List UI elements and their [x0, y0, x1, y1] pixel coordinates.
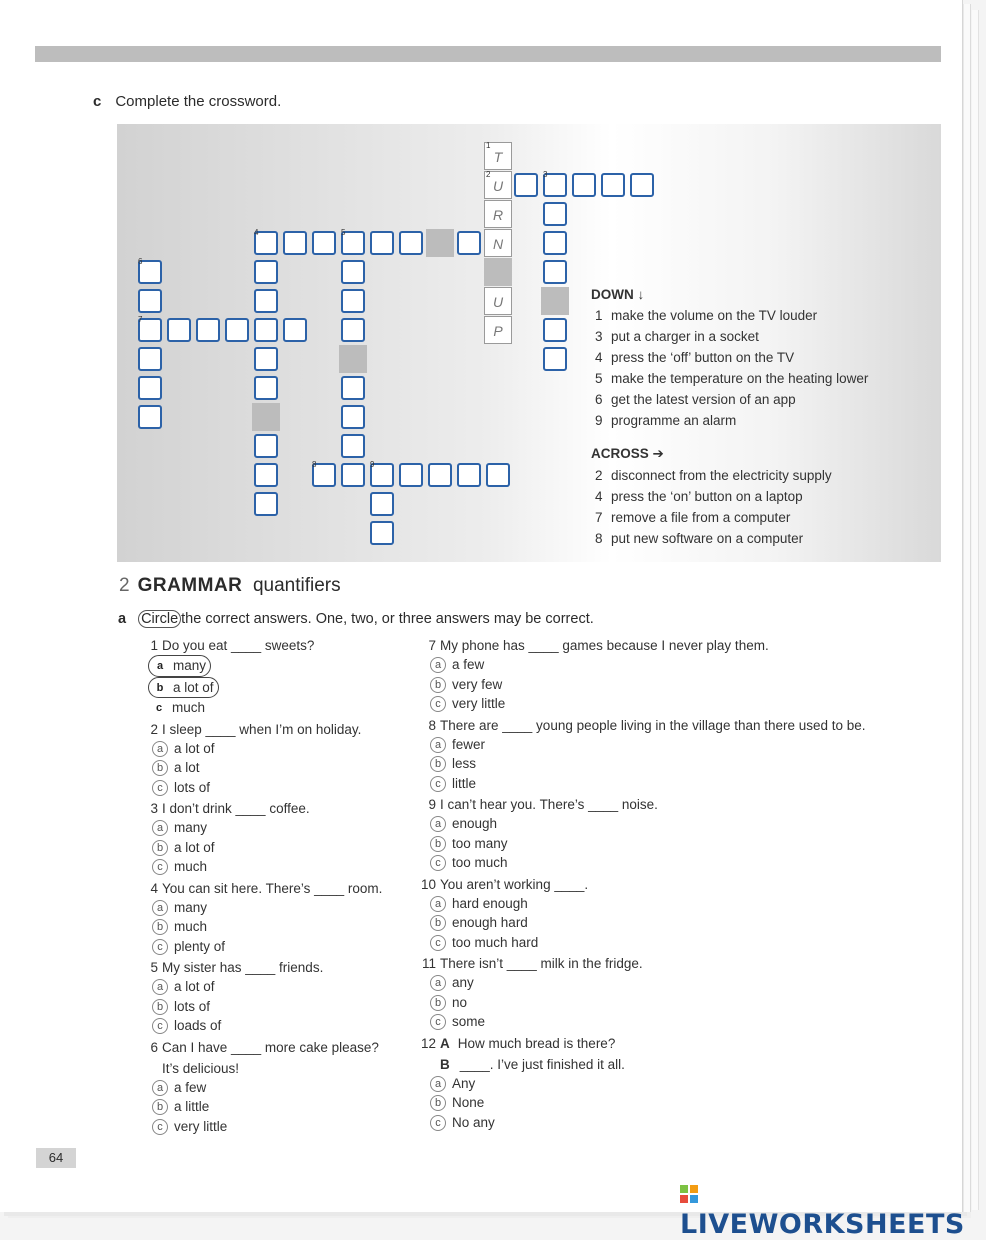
question-text: 9 I can’t hear you. There’s ____ noise.	[428, 797, 658, 812]
section-instruction: Complete the crossword.	[115, 93, 282, 110]
answer-option[interactable]: a any	[420, 973, 940, 993]
crossword-cell[interactable]	[167, 318, 191, 342]
clue-item: 5 make the temperature on the heating lower	[595, 371, 869, 386]
crossword-cell[interactable]	[138, 289, 162, 313]
grammar-heading	[119, 575, 341, 597]
crossword-given-letter: P	[484, 316, 512, 344]
arrow-right-icon: ➔	[652, 446, 664, 461]
option-letter-icon: b	[430, 995, 446, 1011]
answer-option[interactable]	[142, 655, 422, 677]
crossword-number: 9	[370, 460, 375, 469]
crossword-cell[interactable]	[543, 347, 567, 371]
option-letter-icon: c	[152, 1018, 168, 1034]
answer-option[interactable]: a a lot of	[142, 977, 422, 997]
crossword-cell[interactable]	[283, 318, 307, 342]
option-letter-icon: a	[152, 1080, 168, 1096]
crossword-given-letter: N	[484, 229, 512, 257]
crossword-number: 7	[138, 315, 143, 324]
page-number: 64	[36, 1148, 76, 1168]
circled-answer: a many	[148, 655, 211, 677]
answer-option[interactable]: b no	[420, 993, 940, 1013]
crossword-cell[interactable]	[428, 463, 452, 487]
option-letter-icon: c	[155, 702, 163, 714]
question-text: 10 You aren’t working ____.	[420, 876, 589, 892]
crossword-cell[interactable]	[138, 347, 162, 371]
clue-item: 1 make the volume on the TV louder	[595, 308, 818, 323]
crossword-cell[interactable]	[543, 202, 567, 226]
question-block	[420, 795, 940, 873]
question-block	[142, 720, 422, 798]
crossword-cell[interactable]	[399, 231, 423, 255]
circled-answer: b a lot of	[148, 677, 219, 699]
crossword-blocked-cell	[541, 287, 569, 315]
option-letter-icon: b	[156, 681, 164, 694]
crossword-blocked-cell	[484, 258, 512, 286]
option-letter-icon: c	[152, 859, 168, 875]
answer-option[interactable]: a fewer	[420, 735, 940, 755]
option-letter-icon: b	[430, 915, 446, 931]
question-block	[142, 1038, 422, 1137]
question-text: 4 You can sit here. There’s ____ room.	[150, 880, 383, 896]
answer-option[interactable]: c very little	[142, 1117, 422, 1137]
across-heading: ACROSS ➔	[591, 446, 664, 461]
answer-option[interactable]: c lots of	[142, 778, 422, 798]
answer-option[interactable]: b too many	[420, 834, 940, 854]
crossword-number: 5	[341, 228, 346, 237]
questions-left-column	[142, 636, 422, 1138]
crossword-cell[interactable]	[254, 347, 278, 371]
crossword-cell[interactable]	[225, 318, 249, 342]
question-block	[420, 954, 940, 1032]
crossword-given-letter: U	[484, 171, 512, 199]
option-letter-icon: a	[152, 900, 168, 916]
option-letter-icon: c	[430, 1115, 446, 1131]
crossword-number: 8	[312, 460, 317, 469]
question-text: 12 A How much bread is there?	[420, 1035, 616, 1051]
answer-option[interactable]: b a lot	[142, 758, 422, 778]
option-letter-icon: a	[430, 896, 446, 912]
option-letter-icon: a	[430, 657, 446, 673]
question-block	[420, 636, 940, 714]
crossword-cell[interactable]	[254, 318, 278, 342]
crossword-number: 3	[543, 170, 548, 179]
option-letter-icon: a	[152, 820, 168, 836]
option-letter-icon: c	[152, 780, 168, 796]
answer-option[interactable]: b much	[142, 917, 422, 937]
section-c-heading	[93, 93, 281, 110]
option-letter-icon: b	[430, 756, 446, 772]
option-letter-icon: c	[430, 1014, 446, 1030]
crossword-given-letter: U	[484, 287, 512, 315]
circle-word: Circle	[138, 610, 181, 628]
clue-item: 4 press the ‘off’ button on the TV	[595, 350, 795, 365]
question-block	[142, 799, 422, 877]
answer-option[interactable]: c loads of	[142, 1016, 422, 1036]
clue-item: 2 disconnect from the electricity supply	[595, 468, 832, 483]
answer-option[interactable]: a many	[142, 898, 422, 918]
answer-option[interactable]: a hard enough	[420, 894, 940, 914]
question-text: 7 My phone has ____ games because I never play them.	[428, 638, 769, 653]
answer-option[interactable]: b lots of	[142, 997, 422, 1017]
clue-item: 3 put a charger in a socket	[595, 329, 759, 344]
option-letter-icon: b	[152, 919, 168, 935]
crossword-clues	[591, 287, 868, 552]
option-letter-icon: b	[430, 836, 446, 852]
brand-logo	[680, 1178, 986, 1240]
crossword-blocked-cell	[252, 403, 280, 431]
option-letter-icon: a	[430, 975, 446, 991]
answer-option[interactable]: c No any	[420, 1113, 940, 1133]
option-letter-icon: c	[152, 939, 168, 955]
answer-option[interactable]: b less	[420, 754, 940, 774]
crossword-cell[interactable]	[341, 463, 365, 487]
page-edge	[972, 10, 979, 1210]
crossword-cell[interactable]	[196, 318, 220, 342]
crossword-blocked-cell	[339, 345, 367, 373]
liveworksheets-logo-icon	[680, 1183, 700, 1205]
question-text: 11 There isn’t ____ milk in the fridge.	[421, 956, 643, 971]
crossword-cell[interactable]	[543, 260, 567, 284]
answer-option[interactable]	[142, 677, 422, 699]
question-block	[142, 879, 422, 957]
option-letter-icon: c	[430, 696, 446, 712]
crossword-cell[interactable]	[630, 173, 654, 197]
grammar-title: GRAMMAR	[137, 575, 243, 596]
question-text: 5 My sister has ____ friends.	[150, 960, 324, 975]
crossword-number: 1	[486, 141, 491, 150]
option-letter-icon: a	[156, 660, 164, 672]
crossword-cell[interactable]	[572, 173, 596, 197]
option-letter-icon: b	[152, 840, 168, 856]
arrow-down-icon: ↓	[637, 287, 645, 302]
crossword-cell[interactable]	[312, 231, 336, 255]
question-text-line2: It’s delicious!	[162, 1060, 240, 1076]
questions-right-column	[420, 636, 940, 1134]
crossword-cell[interactable]	[370, 231, 394, 255]
crossword-cell[interactable]	[543, 231, 567, 255]
question-block	[142, 958, 422, 1036]
answer-option[interactable]: c much	[142, 698, 422, 718]
crossword-cell[interactable]	[341, 405, 365, 429]
answer-option[interactable]: a many	[142, 818, 422, 838]
question-block	[142, 636, 422, 718]
option-letter-icon: a	[152, 979, 168, 995]
crossword-blocked-cell	[426, 229, 454, 257]
question-text: 6 Can I have ____ more cake please?	[150, 1039, 379, 1055]
crossword-cell[interactable]	[341, 318, 365, 342]
crossword-cell[interactable]	[370, 521, 394, 545]
option-letter-icon: b	[152, 760, 168, 776]
crossword-cell[interactable]	[341, 376, 365, 400]
crossword-cell[interactable]	[486, 463, 510, 487]
crossword-cell[interactable]	[543, 318, 567, 342]
answer-option[interactable]: c plenty of	[142, 937, 422, 957]
answer-option[interactable]: c too much	[420, 853, 940, 873]
instruction-letter: a	[118, 611, 127, 627]
answer-option[interactable]: a a few	[420, 655, 940, 675]
instruction-text: the correct answers. One, two, or three answers may be correct.	[181, 611, 594, 627]
answer-option[interactable]: a a lot of	[142, 739, 422, 759]
clue-item: 7 remove a file from a computer	[595, 510, 791, 525]
answer-option[interactable]: b a little	[142, 1097, 422, 1117]
answer-option[interactable]: a Any	[420, 1074, 940, 1094]
crossword-number: 2	[486, 170, 491, 179]
brand-text: LIVEWORKSHEETS	[680, 1209, 965, 1240]
answer-option[interactable]: b a lot of	[142, 838, 422, 858]
question-text: 1 Do you eat ____ sweets?	[150, 638, 315, 653]
crossword-cell[interactable]	[254, 434, 278, 458]
question-text: 8 There are ____ young people living in the village than there used to be.	[428, 717, 866, 733]
answer-option[interactable]: c some	[420, 1012, 940, 1032]
answer-option[interactable]: a a few	[142, 1078, 422, 1098]
down-heading: DOWN ↓	[591, 287, 645, 302]
crossword-cell[interactable]	[254, 492, 278, 516]
crossword-cell[interactable]	[514, 173, 538, 197]
answer-option[interactable]: c too much hard	[420, 933, 940, 953]
crossword-cell[interactable]	[399, 463, 423, 487]
crossword-given-letter: R	[484, 200, 512, 228]
crossword-cell[interactable]	[341, 260, 365, 284]
crossword-cell[interactable]	[457, 463, 481, 487]
grammar-instruction	[118, 610, 594, 628]
clue-item: 9 programme an alarm	[595, 413, 737, 428]
grammar-subtitle: quantifiers	[252, 575, 341, 596]
question-text-line2: B ____. I’ve just finished it all.	[440, 1056, 625, 1072]
answer-option[interactable]: b None	[420, 1093, 940, 1113]
page-edge	[964, 4, 971, 1212]
grammar-number: 2	[119, 575, 130, 596]
clue-item: 8 put new software on a computer	[595, 531, 804, 546]
clue-item: 6 get the latest version of an app	[595, 392, 796, 407]
option-letter-icon: b	[430, 1095, 446, 1111]
option-letter-icon: a	[430, 737, 446, 753]
question-block	[420, 1034, 940, 1133]
crossword-cell[interactable]	[341, 434, 365, 458]
crossword-cell[interactable]	[283, 231, 307, 255]
option-letter-icon: b	[152, 999, 168, 1015]
answer-option[interactable]: c much	[142, 857, 422, 877]
crossword-cell[interactable]	[254, 376, 278, 400]
option-letter-icon: b	[152, 1099, 168, 1115]
option-letter-icon: a	[430, 1076, 446, 1092]
crossword-given-letter: T	[484, 142, 512, 170]
crossword-cell[interactable]	[254, 260, 278, 284]
section-letter: c	[93, 93, 102, 110]
crossword-number: 6	[138, 257, 143, 266]
answer-option[interactable]: c very little	[420, 694, 940, 714]
option-letter-icon: c	[430, 935, 446, 951]
header-bar	[35, 46, 941, 62]
crossword-cell[interactable]	[138, 405, 162, 429]
option-letter-icon: b	[430, 677, 446, 693]
option-letter-icon: a	[430, 816, 446, 832]
answer-option[interactable]: c little	[420, 774, 940, 794]
question-block	[420, 875, 940, 953]
crossword-cell[interactable]	[254, 463, 278, 487]
answer-option[interactable]: b very few	[420, 675, 940, 695]
clue-item: 4 press the ‘on’ button on a laptop	[595, 489, 803, 504]
answer-option[interactable]: a enough	[420, 814, 940, 834]
crossword-number: 4	[254, 228, 259, 237]
question-block	[420, 716, 940, 794]
crossword-cell[interactable]	[341, 289, 365, 313]
question-text: 3 I don’t drink ____ coffee.	[150, 801, 310, 816]
option-letter-icon: c	[430, 776, 446, 792]
option-letter-icon: c	[430, 855, 446, 871]
crossword-cell[interactable]	[457, 231, 481, 255]
option-letter-icon: c	[152, 1119, 168, 1135]
crossword-cell[interactable]	[370, 492, 394, 516]
crossword-cell[interactable]	[254, 289, 278, 313]
answer-option[interactable]: b enough hard	[420, 913, 940, 933]
option-letter-icon: a	[152, 741, 168, 757]
question-text: 2 I sleep ____ when I’m on holiday.	[150, 721, 362, 737]
crossword-cell[interactable]	[138, 376, 162, 400]
crossword-cell[interactable]	[601, 173, 625, 197]
